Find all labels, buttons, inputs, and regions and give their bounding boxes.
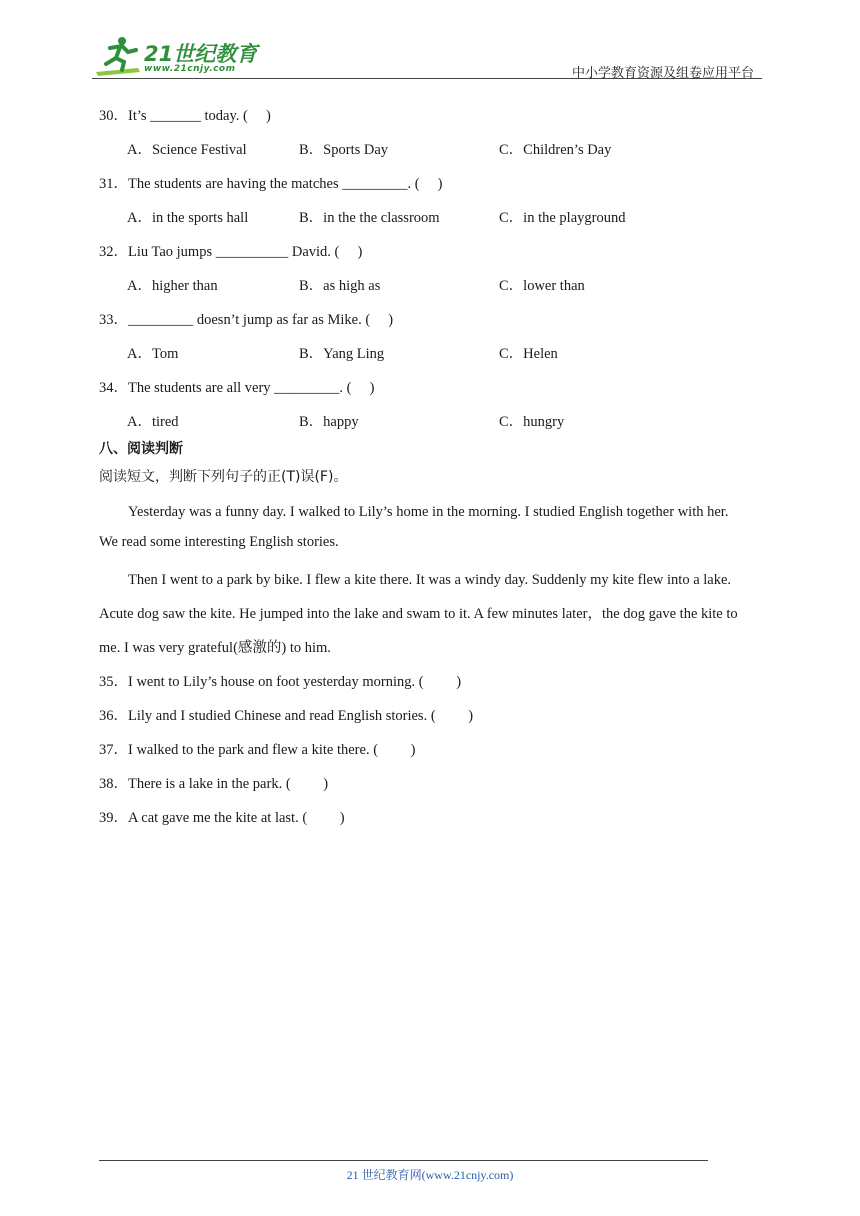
question-text: _________ doesn’t jump as far as Mike. ( ) xyxy=(128,312,394,328)
question-text: The students are having the matches _________. ( ) xyxy=(128,176,443,192)
runner-logo-icon xyxy=(92,34,144,78)
question-number: 37． xyxy=(99,742,128,758)
logo xyxy=(92,34,262,78)
footer-divider xyxy=(99,1160,708,1161)
logo-title: 21世纪教育 xyxy=(144,42,258,66)
question-number: 32． xyxy=(99,244,128,260)
option-a: A．Science Festival xyxy=(127,142,247,158)
question-37 xyxy=(99,738,415,759)
option-b: B．Yang Ling xyxy=(299,346,385,362)
question-number: 35． xyxy=(99,674,128,690)
question-text: Liu Tao jumps __________ David. ( ) xyxy=(128,244,363,260)
option-a: A．Tom xyxy=(127,346,179,362)
option-b: B．Sports Day xyxy=(299,142,389,158)
question-number: 34． xyxy=(99,380,128,396)
logo-url: www.21cnjy.com xyxy=(144,64,236,74)
option-b: B．in the the classroom xyxy=(299,210,440,226)
options-33 xyxy=(127,342,767,362)
question-33 xyxy=(99,308,393,329)
option-c: C．Helen xyxy=(499,346,558,362)
options-34 xyxy=(127,410,767,430)
section-instruction: 阅读短文，判断下列句子的正(T)误(F)。 xyxy=(99,469,348,485)
page-header xyxy=(92,34,762,81)
option-b: B．happy xyxy=(299,414,359,430)
options-30 xyxy=(127,138,767,158)
platform-name: 中小学教育资源及组卷应用平台 xyxy=(571,66,754,81)
option-a: A．tired xyxy=(127,414,179,430)
question-text: There is a lake in the park. ( ) xyxy=(128,776,329,792)
question-text: The students are all very _________. ( ) xyxy=(128,380,375,396)
question-text: I walked to the park and flew a kite there. ( ) xyxy=(128,742,416,758)
question-35 xyxy=(99,670,461,691)
option-c: C．Children’s Day xyxy=(499,142,612,158)
passage-line: Then I went to a park by bike. I flew a kite there. It was a windy day. Suddenly my kite flew into a lake. xyxy=(99,572,732,588)
option-c: C．in the playground xyxy=(499,210,626,226)
question-text: Lily and I studied Chinese and read English stories. ( ) xyxy=(128,708,474,724)
passage-line: We read some interesting English stories. xyxy=(99,534,339,550)
section-title: 八、阅读判断 xyxy=(99,441,183,457)
options-31 xyxy=(127,206,767,226)
question-number: 31． xyxy=(99,176,128,192)
question-number: 38． xyxy=(99,776,128,792)
options-32 xyxy=(127,274,767,294)
header-divider xyxy=(92,78,762,79)
question-text: It’s _______ today. ( ) xyxy=(128,108,271,124)
question-text: A cat gave me the kite at last. ( ) xyxy=(128,810,345,826)
option-c: C．hungry xyxy=(499,414,565,430)
option-b: B．as high as xyxy=(299,278,381,294)
option-a: A．higher than xyxy=(127,278,218,294)
question-39 xyxy=(99,806,345,827)
question-number: 36． xyxy=(99,708,128,724)
option-c: C．lower than xyxy=(499,278,585,294)
question-30 xyxy=(99,104,271,125)
option-a: A．in the sports hall xyxy=(127,210,249,226)
question-number: 33． xyxy=(99,312,128,328)
footer-link[interactable]: 21 世纪教育网(www.21cnjy.com) xyxy=(346,1168,514,1182)
question-31 xyxy=(99,172,443,193)
question-32 xyxy=(99,240,362,261)
passage-line: Yesterday was a funny day. I walked to Lily’s home in the morning. I studied English together with her. xyxy=(99,504,729,520)
question-34 xyxy=(99,376,374,397)
question-36 xyxy=(99,704,473,725)
passage-line: Acute dog saw the kite. He jumped into the lake and swam to it. A few minutes later，the dog gave the kite to xyxy=(99,606,738,622)
question-number: 30． xyxy=(99,108,128,124)
passage-line: me. I was very grateful(感激的) to him. xyxy=(99,640,331,656)
question-38 xyxy=(99,772,328,793)
question-number: 39． xyxy=(99,810,128,826)
question-text: I went to Lily’s house on foot yesterday morning. ( ) xyxy=(128,674,462,690)
